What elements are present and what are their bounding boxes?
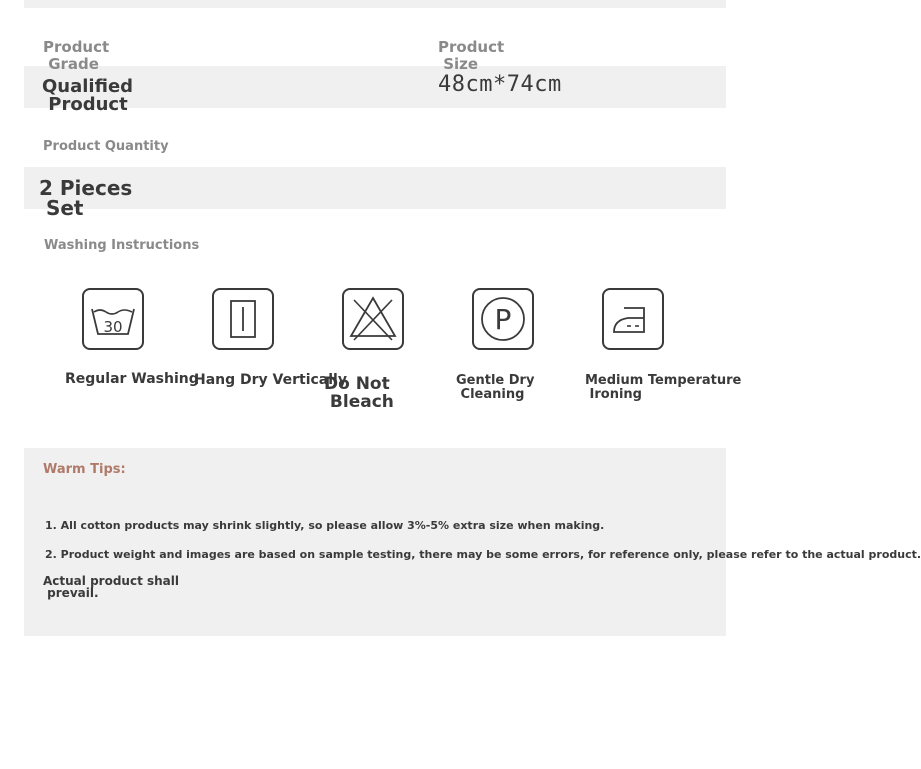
washing-instructions-label: Washing Instructions (44, 238, 200, 253)
iron-medium-icon (602, 288, 664, 350)
product-quantity-label: Product Quantity (43, 139, 169, 154)
no-bleach-caption: Do Not Bleach (324, 374, 394, 412)
iron-caption: Medium Temperature Ironing (585, 373, 742, 402)
dry-clean-letter: P (494, 303, 512, 336)
dry-clean-caption: Gentle Dry Cleaning (456, 373, 535, 402)
warm-tips-panel (24, 448, 726, 636)
top-band (24, 0, 726, 8)
tip-1: 1. All cotton products may shrink slightly, so please allow 3%-5% extra size when making. (45, 519, 605, 532)
product-size-label: Product Size (438, 38, 505, 73)
wash-caption: Regular Washing (65, 371, 199, 387)
warm-tips-title: Warm Tips: (43, 462, 126, 477)
hang-dry-caption: Hang Dry Vertically (194, 372, 347, 388)
hang-dry-icon (212, 288, 274, 350)
no-bleach-icon (342, 288, 404, 350)
product-grade-value: Qualified Product (42, 76, 134, 115)
product-quantity-value: 2 Pieces Set (39, 176, 133, 220)
tip-2-continuation: Actual product shall prevail. (43, 574, 179, 600)
wash-temperature-text: 30 (103, 318, 123, 336)
product-size-value: 48cm*74cm (438, 72, 562, 97)
wash-30-icon (82, 288, 144, 350)
tip-2: 2. Product weight and images are based on sample testing, there may be some errors, for reference only, please refer to the actual product. (45, 548, 921, 561)
product-grade-label: Product Grade (43, 38, 110, 73)
dry-clean-p-icon (472, 288, 534, 350)
